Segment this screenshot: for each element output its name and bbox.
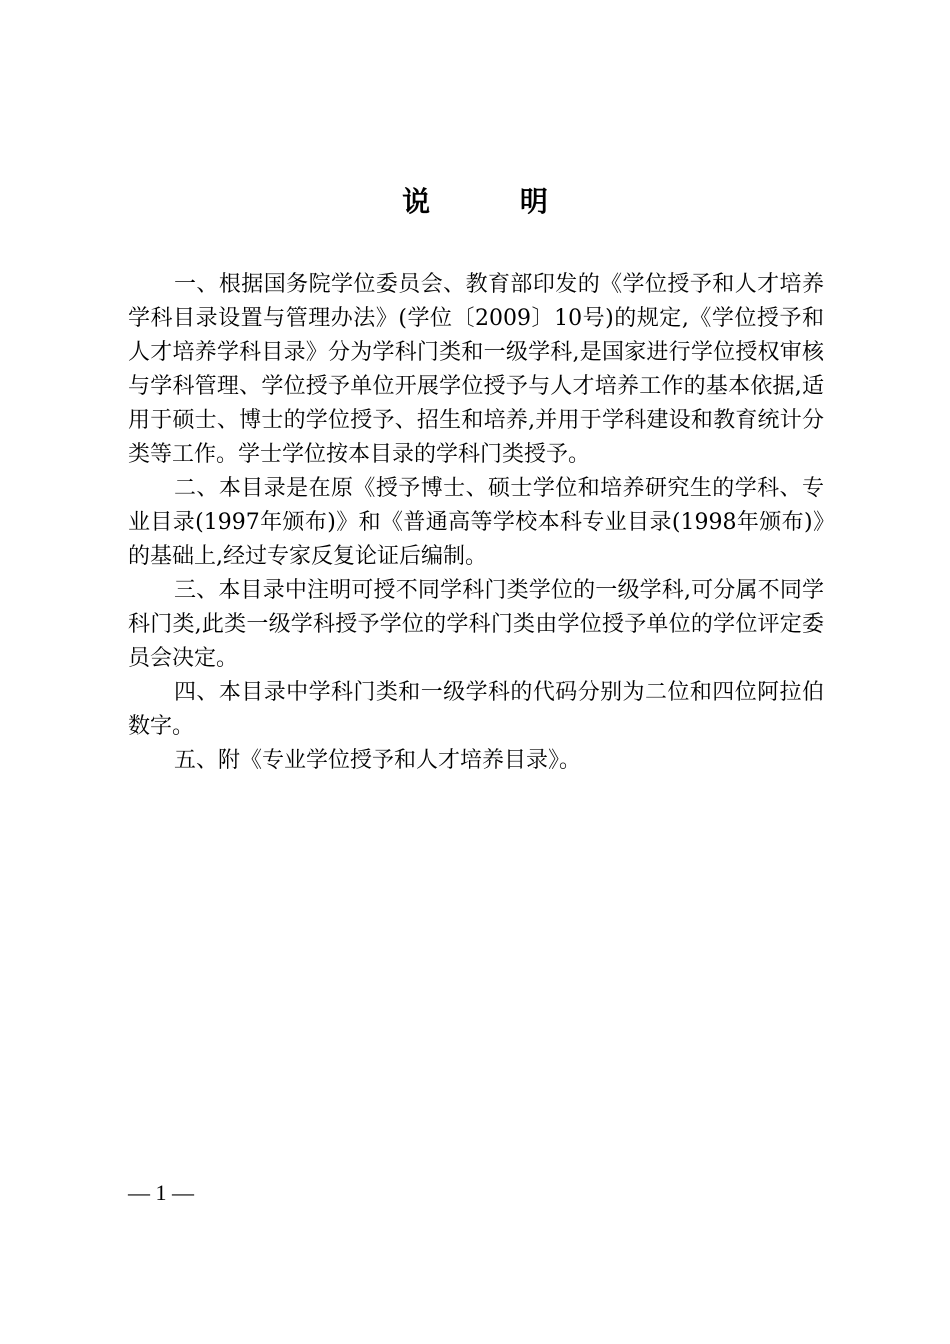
- paragraph-4: 四、本目录中学科门类和一级学科的代码分别为二位和四位阿拉伯数字。: [128, 680, 824, 739]
- paragraph-3: 三、本目录中注明可授不同学科门类学位的一级学科,可分属不同学科门类,此类一级学科授予学位的学科门类由学位授予单位的学位评定委员会决定。: [128, 578, 824, 671]
- page-number: — 1 —: [128, 1180, 194, 1205]
- page-title: 说 明: [402, 185, 588, 218]
- paragraph-5: 五、附《专业学位授予和人才培养目录》。: [174, 748, 582, 773]
- paragraph-1: 一、根据国务院学位委员会、教育部印发的《学位授予和人才培养学科目录设置与管理办法》(学位〔2009〕10号)的规定,《学位授予和人才培养学科目录》分为学科门类和一级学科,是国家进行学位授权审核与学科管理、学位授予单位开展学位授予与人才培养工作的基本依据,适用于硕士、博士的学位授予、招生和培养,并用于学科建设和教育统计分类等工作。学士学位按本目录的学科门类授予。: [128, 272, 824, 467]
- document-body: [128, 268, 824, 778]
- paragraph-2: 二、本目录是在原《授予博士、硕士学位和培养研究生的学科、专业目录(1997年颁布)》和《普通高等学校本科专业目录(1998年颁布)》的基础上,经过专家反复论证后编制。: [128, 476, 824, 569]
